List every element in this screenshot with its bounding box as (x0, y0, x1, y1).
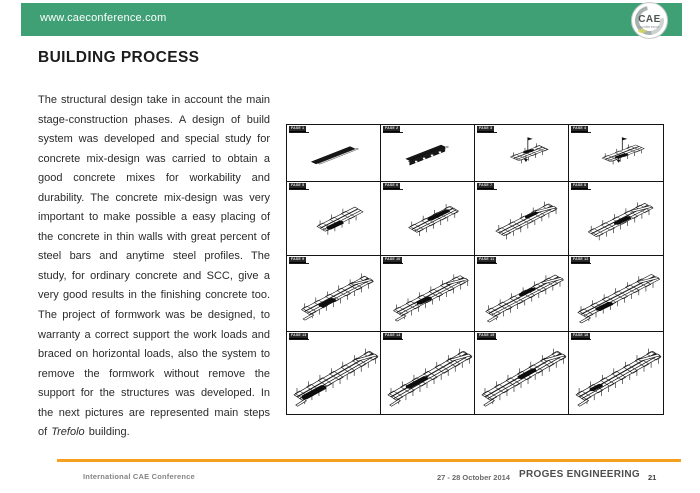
italic-building-name: Trefolo (51, 426, 85, 439)
paragraph-text: The structural design take in account the main stage-construction phases. A design of build system was developed and special study for concrete mix-design was carried to obtain a good concrete mixes for workability and durability. The concrete mix-design was very important to make possible a easy placing of the concrete in thin walls with great percent of steel bars and anytime steel profiles. The study, for ordinary concrete and SCC, give a very good results in the finishing concrete too. The project of formwork was be designed, to warranty a correct support the work loads and braced on horizontal loads, also the system to remove the formwork without remove the support for the structures was developed. In the next pictures are represented main steps of (38, 94, 271, 439)
phase-figure-16 (569, 332, 663, 414)
phase-figure-drawing (287, 332, 380, 414)
phase-figure-11 (475, 256, 569, 332)
footer-rule (57, 459, 681, 462)
phase-figure-label: FASE 3 (479, 126, 493, 130)
phase-figure-label: FASE 11 (479, 257, 495, 261)
footer-page-number: 21 (648, 473, 657, 482)
phase-figure-label: FASE 2 (385, 126, 399, 130)
footer-date: 27 - 28 October 2014 (437, 473, 510, 482)
phase-figure-drawing (381, 256, 474, 331)
phase-figure-drawing (569, 182, 663, 255)
phase-figure-label: FASE 14 (385, 333, 401, 337)
phase-figure-drawing (475, 125, 568, 181)
logo-accent (638, 29, 646, 33)
cae-conference-logo (631, 2, 668, 39)
logo-text: CAE (638, 14, 661, 25)
phase-figure-2 (381, 125, 475, 182)
header-bar (21, 3, 682, 36)
phase-figure-label: FASE 15 (479, 333, 495, 337)
phase-figure-13 (287, 332, 381, 414)
phase-figure-label: FASE 6 (385, 183, 399, 187)
phase-figure-label: FASE 13 (291, 333, 307, 337)
phase-figure-drawing (381, 125, 474, 181)
phase-figure-3 (475, 125, 569, 182)
conference-url: www.caeconference.com (40, 12, 167, 24)
body-paragraph (38, 91, 270, 443)
phase-figure-drawing (381, 332, 474, 414)
phase-figure-7 (475, 182, 569, 256)
phase-figure-15 (475, 332, 569, 414)
page-title: BUILDING PROCESS (38, 49, 200, 66)
phase-figure-drawing (287, 182, 380, 255)
phase-figure-9 (287, 256, 381, 332)
phase-figure-label: FASE 8 (573, 183, 587, 187)
phase-figure-label: FASE 5 (291, 183, 305, 187)
phase-figure-label: FASE 1 (291, 126, 305, 130)
phase-figure-drawing (475, 256, 568, 331)
phase-figure-label: FASE 10 (385, 257, 401, 261)
phase-figure-label: FASE 12 (573, 257, 589, 261)
phase-figure-drawing (475, 182, 568, 255)
paragraph-text-end: building. (84, 426, 130, 439)
phase-figure-14 (381, 332, 475, 414)
phase-figure-drawing (569, 332, 663, 414)
phase-figure-drawing (381, 182, 474, 255)
phase-figure-label: FASE 4 (573, 126, 587, 130)
phase-figure-label: FASE 9 (291, 257, 305, 261)
phase-figure-drawing (569, 256, 663, 331)
phase-figure-drawing (287, 256, 380, 331)
footer-conference-name: International CAE Conference (83, 472, 195, 481)
phase-figure-6 (381, 182, 475, 256)
phase-figure-label: FASE 7 (479, 183, 493, 187)
phase-figure-drawing (569, 125, 663, 181)
phase-figure-5 (287, 182, 381, 256)
phase-figure-12 (569, 256, 663, 332)
phase-figure-drawing (287, 125, 380, 181)
logo-subtext: conference (639, 25, 660, 29)
phase-figure-10 (381, 256, 475, 332)
phase-figure-8 (569, 182, 663, 256)
phase-figure-drawing (475, 332, 568, 414)
footer-company: PROGES ENGINEERING (519, 469, 640, 480)
phase-figure-label: FASE 16 (573, 333, 589, 337)
phase-figure-1 (287, 125, 381, 182)
construction-phases-grid (286, 124, 664, 415)
phase-figure-4 (569, 125, 663, 182)
